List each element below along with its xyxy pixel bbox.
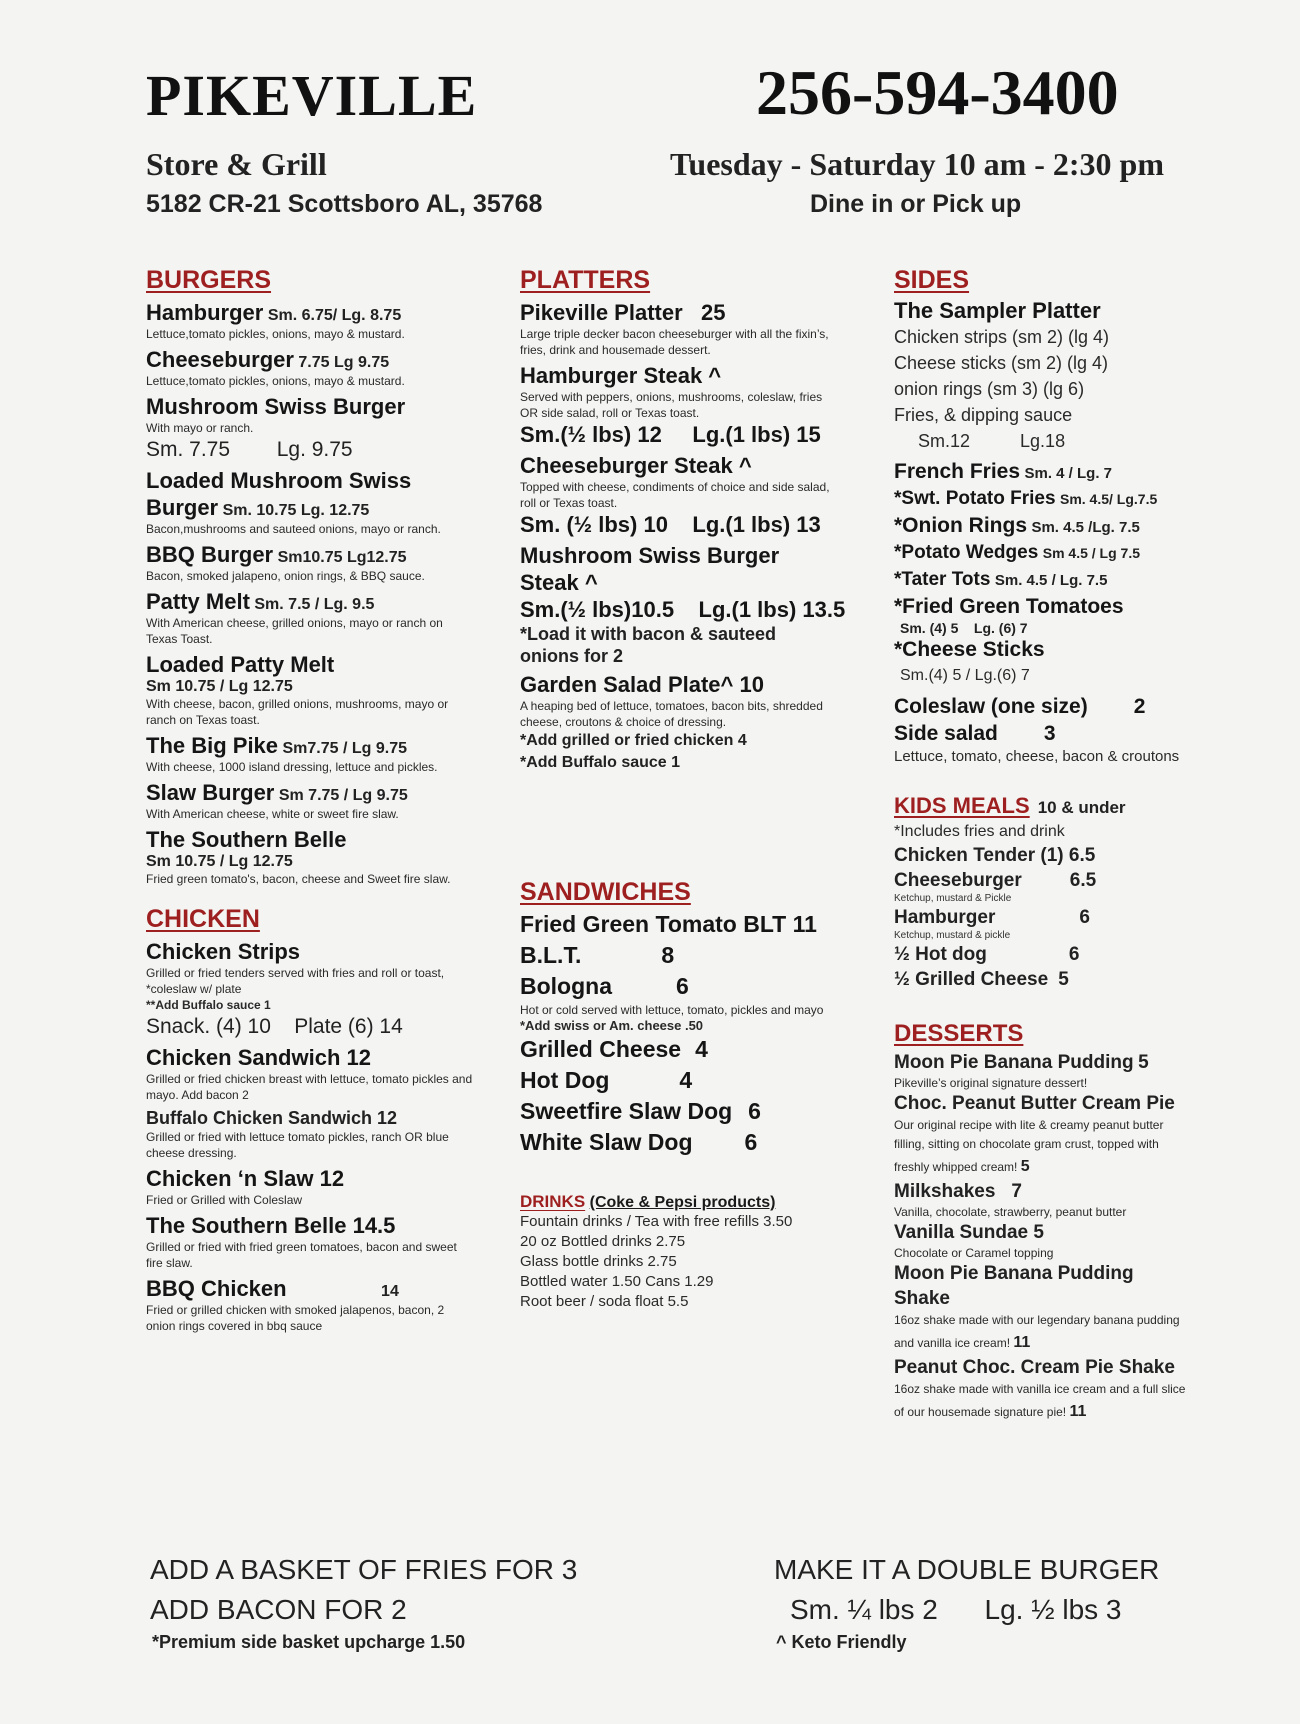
section-title-sides: SIDES — [894, 266, 970, 294]
sampler-platter: The Sampler Platter — [894, 298, 1101, 323]
menu-item: Fried Green Tomato BLT 11 — [520, 911, 817, 937]
menu-item: B.L.T. 8 — [520, 942, 675, 968]
restaurant-name: PIKEVILLE — [146, 63, 478, 128]
section-title-chicken: CHICKEN — [146, 905, 260, 933]
drink-item: Root beer / soda float 5.5 — [520, 1293, 689, 1310]
dessert-item: Milkshakes 7 — [894, 1181, 1022, 1202]
dessert-item: Peanut Choc. Cream Pie Shake — [894, 1357, 1175, 1378]
side-item: *Onion Rings Sm. 4.5 /Lg. 7.5 — [894, 514, 1140, 537]
menu-item: Mushroom Swiss Burger With mayo or ranch. Sm. 7.75 Lg. 9.75 — [146, 394, 406, 461]
menu-item: Chicken Strips Grilled or fried tenders served with fries and roll or toast, *coleslaw w/ plate **Add Buffalo sauce 1 Snack. (4) 10 Plate (6) 14 — [146, 939, 445, 1038]
phone-number: 256-594-3400 — [756, 57, 1119, 128]
menu-item: Sweetfire Slaw Dog 6 — [520, 1098, 761, 1124]
kids-item: ½ Grilled Cheese 5 — [894, 969, 1069, 990]
kids-item: Hamburger 6 — [894, 907, 1090, 928]
section-title-platters: PLATTERS — [520, 266, 651, 294]
menu-item: Cheeseburger Steak ^ Topped with cheese, condiments of choice and side salad, roll or Texas toast. Sm. (½ lbs) 10 Lg.(1 lbs) 13 — [520, 453, 830, 537]
menu-item: Mushroom Swiss Burger Steak ^ Sm.(½ lbs)10.5 Lg.(1 lbs) 13.5 *Load it with bacon & sauteed onions for 2 — [520, 543, 846, 666]
menu-item: Hot Dog 4 — [520, 1067, 693, 1093]
column-left — [146, 266, 476, 1334]
menu-item: BBQ Chicken 14 Fried or grilled chicken with smoked jalapenos, bacon, 2 onion rings covered in bbq sauce — [146, 1276, 445, 1333]
menu-item: Buffalo Chicken Sandwich 12 Grilled or fried with lettuce tomato pickles, ranch OR blue cheese dressing. — [146, 1108, 449, 1160]
menu-item: Grilled Cheese 4 — [520, 1036, 708, 1062]
keto-note: ^ Keto Friendly — [776, 1632, 907, 1652]
menu-item: The Southern Belle Sm 10.75 / Lg 12.75 Fried green tomato's, bacon, cheese and Sweet fire slaw. — [146, 827, 451, 886]
fries-basket-offer: ADD A BASKET OF FRIES FOR 3 — [150, 1554, 578, 1585]
premium-side-note: *Premium side basket upcharge 1.50 — [152, 1632, 466, 1652]
side-item: *Swt. Potato Fries Sm. 4.5/ Lg.7.5 — [894, 488, 1158, 509]
kids-item: Cheeseburger 6.5 — [894, 870, 1097, 891]
side-item: *Tater Tots Sm. 4.5 / Lg. 7.5 — [894, 569, 1108, 590]
kids-item: ½ Hot dog 6 — [894, 944, 1080, 965]
menu-item: The Big Pike Sm7.75 / Lg 9.75 With cheese, 1000 island dressing, lettuce and pickles. — [146, 733, 438, 774]
menu-item: Hamburger Steak ^ Served with peppers, onions, mushrooms, coleslaw, fries OR side salad, roll or Texas toast. Sm.(½ lbs) 12 Lg.(1 lbs) 15 — [520, 363, 823, 447]
menu-item: Loaded Mushroom Swiss Burger Sm. 10.75 Lg. 12.75 Bacon,mushrooms and sauteed onions, mayo or ranch. — [146, 468, 441, 536]
side-item: French Fries Sm. 4 / Lg. 7 — [894, 460, 1113, 483]
drink-item: 20 oz Bottled drinks 2.75 — [520, 1233, 686, 1250]
drink-item: Fountain drinks / Tea with free refills 3.50 — [520, 1213, 793, 1230]
side-item: *Fried Green Tomatoes Sm. (4) 5 Lg. (6) 7 — [894, 595, 1124, 636]
drink-item: Glass bottle drinks 2.75 — [520, 1253, 677, 1270]
menu-item: Chicken Sandwich 12 Grilled or fried chicken breast with lettuce, tomato pickles and mayo. Add bacon 2 — [146, 1045, 473, 1102]
side-item: *Potato Wedges Sm 4.5 / Lg 7.5 — [894, 542, 1140, 563]
menu-item: Garden Salad Plate^ 10 A heaping bed of lettuce, tomatoes, bacon bits, shredded cheese, croutons & choice of dressing. *Add grilled or fried chicken 4 *Add Buffalo sauce 1 — [520, 672, 823, 771]
menu-item: Chicken ‘n Slaw 12 Fried or Grilled with Coleslaw — [146, 1166, 345, 1207]
section-title-sandwiches: SANDWICHES — [520, 878, 691, 906]
menu-item: Loaded Patty Melt Sm 10.75 / Lg 12.75 With cheese, bacon, grilled onions, mushrooms, mayo or ranch on Texas toast. — [146, 652, 449, 727]
drinks-heading: DRINKS (Coke & Pepsi products) — [520, 1192, 776, 1211]
menu-item: Bologna 6 — [520, 973, 689, 999]
double-burger-offer: MAKE IT A DOUBLE BURGER — [774, 1554, 1160, 1585]
dessert-item: Moon Pie Banana Pudding Shake — [894, 1263, 1134, 1309]
dessert-item: Moon Pie Banana Pudding 5 — [894, 1052, 1149, 1073]
column-right: SIDES The Sampler Platter Chicken strips (sm 2) (lg 4) Cheese sticks (sm 2) (lg 4) onion rings (sm 3) (lg 6) Fries, & dipping sauce Sm.12 Lg.18 French Fries Sm. 4 / Lg. 7 *Swt. Potato Fries Sm. 4.5/ Lg.7.5 *Onion Rings Sm. 4.5 /Lg. 7.5 *Potato Wedges Sm 4.5 / Lg 7.5 *Tater Tots Sm. 4.5 / Lg. 7.5 *Fried Green Tomatoes Sm. (4) 5 Lg. (6) 7 *Cheese Sticks Sm.(4) 5 / Lg.(6) 7 Coleslaw (one size) 2 Side salad 3 Lettuce, tomato, cheese, bacon & croutons KIDS MEALS 10 & under *Includes fries and drink Chicken Tender (1) 6.5 Cheeseburger 6.5 Ketchup, mustard & Pickle Hamburger 6 Ketchup, mustard & pickle ½ Hot dog 6 ½ Grilled Cheese 5 DESSERTS Moon Pie Banana Pudding 5 Pikeville’s original signature dessert! Choc. Peanut Butter Cream Pie Our original recipe with lite & creamy peanut butter filling, sitting on chocolate gram crust, topped with freshly whipped cream! 5 Milkshakes 7 Vanilla, chocolate, strawberry, peanut butter Vanilla Sundae 5 Chocolate or Caramel topping Moon Pie Banana Pudding Shake 16oz shake made with our legendary banana pudding and vanilla ice cream! 11 Peanut Choc. Cream Pie Shake 16oz shake made with vanilla ice cream and a full slice of our housemade signature pie! 11 — [894, 266, 1194, 1424]
business-hours: Tuesday - Saturday 10 am - 2:30 pm — [670, 146, 1164, 182]
section-title-kids: KIDS MEALS — [894, 793, 1030, 818]
menu-item: Patty Melt Sm. 7.5 / Lg. 9.5 With American cheese, grilled onions, mayo or ranch on Texas Toast. — [146, 589, 443, 646]
menu-item: BBQ Burger Sm10.75 Lg12.75 Bacon, smoked jalapeno, onion rings, & BBQ sauce. — [146, 542, 425, 583]
side-item: Coleslaw (one size) 2 — [894, 695, 1146, 718]
menu-item: Cheeseburger 7.75 Lg 9.75 Lettuce,tomato pickles, onions, mayo & mustard. — [146, 347, 405, 388]
menu-item: Pikeville Platter 25 Large triple decker bacon cheeseburger with all the fixin’s, fries, drink and housemade dessert. — [520, 300, 829, 357]
kids-item: Chicken Tender (1) 6.5 — [894, 845, 1096, 866]
menu-item: Slaw Burger Sm 7.75 / Lg 9.75 With American cheese, white or sweet fire slaw. — [146, 780, 408, 821]
menu-item: Hamburger Sm. 6.75/ Lg. 8.75 Lettuce,tomato pickles, onions, mayo & mustard. — [146, 300, 405, 341]
service-options: Dine in or Pick up — [810, 190, 1022, 218]
bacon-offer: ADD BACON FOR 2 — [150, 1594, 407, 1625]
dessert-item: Vanilla Sundae 5 — [894, 1222, 1044, 1243]
side-item: *Cheese Sticks Sm.(4) 5 / Lg.(6) 7 — [894, 638, 1045, 684]
double-burger-prices: Sm. ¼ lbs 2 Lg. ½ lbs 3 — [790, 1594, 1122, 1625]
dessert-item: Choc. Peanut Butter Cream Pie — [894, 1093, 1175, 1114]
restaurant-address: 5182 CR-21 Scottsboro AL, 35768 — [146, 190, 543, 218]
menu-item: The Southern Belle 14.5 Grilled or fried with fried green tomatoes, bacon and sweet fire slaw. — [146, 1213, 457, 1270]
side-item: Side salad 3 — [894, 722, 1056, 745]
column-middle: PLATTERS Pikeville Platter 25 Large triple decker bacon cheeseburger with all the fixin’s, fries, drink and housemade dessert. Hamburger Steak ^ Served with peppers, onions, mushrooms, coleslaw, fries OR side salad, roll or Texas toast. Sm.(½ lbs) 12 Lg.(1 lbs) 15 Cheeseburger Steak ^ Topped with cheese, condiments of choice and side salad, roll or Texas toast. Sm. (½ lbs) 10 Lg.(1 lbs) 13 Mushroom Swiss Burger Steak ^ Sm.(½ lbs)10.5 Lg.(1 lbs) 13.5 *Load it with bacon & sauteed onions for 2 Garden Salad Plate^ 10 A heaping bed of lettuce, tomatoes, bacon bits, shredded cheese, croutons & choice of dressing. *Add grilled or fried chicken 4 *Add Buffalo sauce 1 SANDWICHES Fried Green Tomato BLT 11 B.L.T. 8 Bologna 6 Hot or cold served with lettuce, tomato, pickles and mayo *Add swiss or Am. cheese .50 Grilled Cheese 4 Hot Dog 4 Sweetfire Slaw Dog 6 White Slaw Dog 6 DRINKS (Coke & Pepsi products) Fountain drinks / Tea with free refills 3.50 20 oz Bottled drinks 2.75 Glass bottle drinks 2.75 Bottled water 1.50 Cans 1.29 Root beer / soda float 5.5 — [520, 266, 846, 1310]
drink-item: Bottled water 1.50 Cans 1.29 — [520, 1273, 714, 1290]
section-title-desserts: DESSERTS — [894, 1020, 1024, 1047]
restaurant-subtitle: Store & Grill — [146, 146, 327, 182]
menu-item: White Slaw Dog 6 — [520, 1129, 758, 1155]
section-title-burgers: BURGERS — [146, 266, 272, 294]
